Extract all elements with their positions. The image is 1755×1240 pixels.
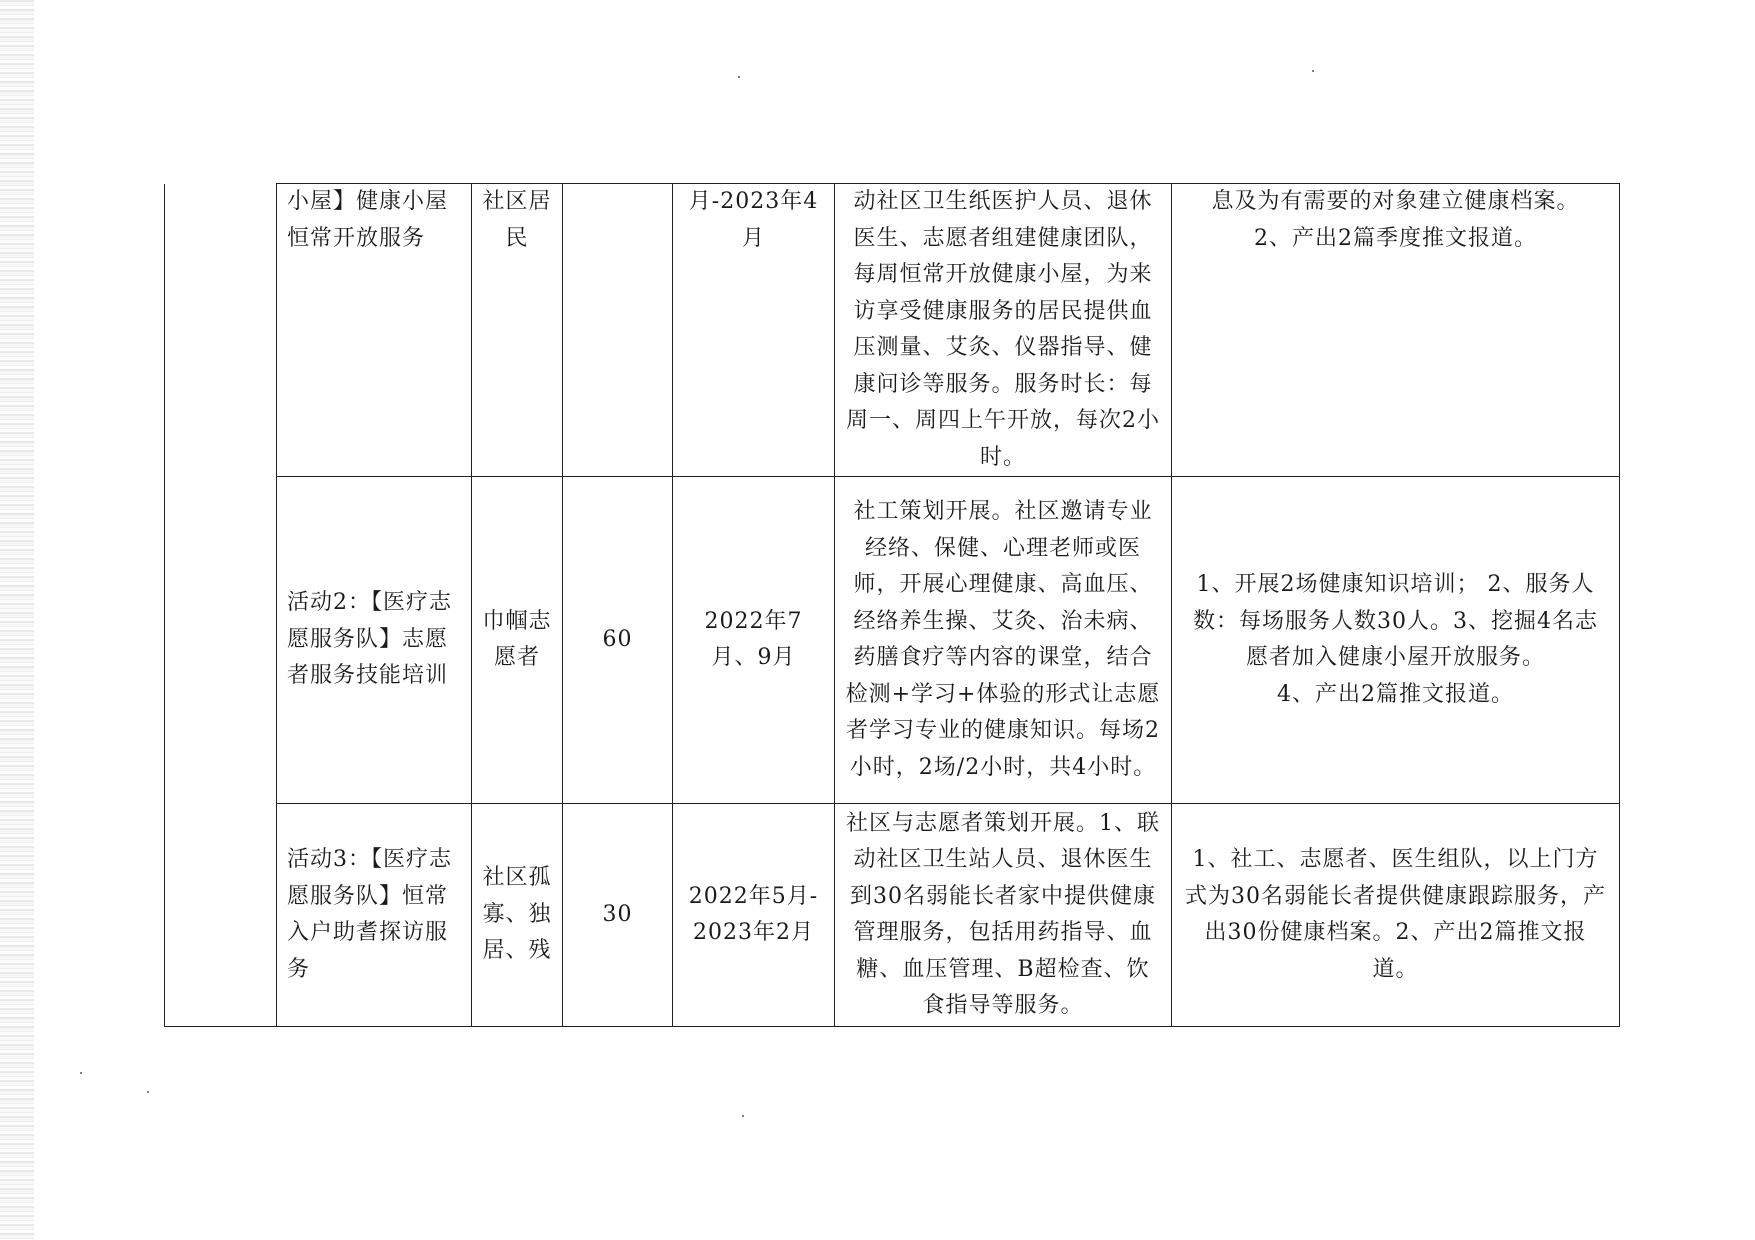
scan-speck [147, 1091, 149, 1093]
participant-count-cell: 30 [563, 804, 673, 1027]
blank-left-column [165, 184, 277, 1027]
content-cell: 社区与志愿者策划开展。1、联动社区卫生站人员、退休医生到30名弱能长者家中提供健康管理服务，包括用药指导、血糖、血压管理、B超检查、饮食指导等服务。 [835, 804, 1172, 1027]
scan-speck [738, 76, 740, 78]
target-group-cell: 社区孤寡、独居、残 [472, 804, 563, 1027]
table-row [165, 184, 1620, 477]
target-group-cell: 社区居民 [472, 184, 563, 477]
activity-name-cell: 活动3：【医疗志愿服务队】恒常入户助耆探访服务 [277, 804, 472, 1027]
participant-count-cell [563, 184, 673, 477]
outcome-cell: 1、社工、志愿者、医生组队，以上门方式为30名弱能长者提供健康跟踪服务，产出30份健康档案。2、产出2篇推文报道。 [1172, 804, 1620, 1027]
outcome-cell: 息及为有需要的对象建立健康档案。 2、产出2篇季度推文报道。 [1172, 184, 1620, 477]
content-cell: 动社区卫生纸医护人员、退休医生、志愿者组建健康团队，每周恒常开放健康小屋，为来访享受健康服务的居民提供血压测量、艾灸、仪器指导、健康问诊等服务。服务时长：每周一、周四上午开放，每次2小时。 [835, 184, 1172, 477]
content-cell: 社工策划开展。社区邀请专业经络、保健、心理老师或医师，开展心理健康、高血压、经络养生操、艾灸、治未病、药膳食疗等内容的课堂，结合检测+学习+体验的形式让志愿者学习专业的健康知识。每场2小时，2场/2小时，共4小时。 [835, 477, 1172, 804]
scan-speck [80, 1072, 82, 1074]
activity-name-cell: 小屋】健康小屋恒常开放服务 [277, 184, 472, 477]
time-cell: 2022年5月-2023年2月 [673, 804, 835, 1027]
time-cell: 月-2023年4月 [673, 184, 835, 477]
table-row [165, 477, 1620, 804]
table-row [165, 804, 1620, 1027]
scan-edge-noise [0, 0, 34, 1240]
activity-name-cell: 活动2：【医疗志愿服务队】志愿者服务技能培训 [277, 477, 472, 804]
scan-speck [742, 1115, 744, 1117]
participant-count-cell: 60 [563, 477, 673, 804]
activity-table [164, 183, 1620, 1027]
outcome-cell: 1、开展2场健康知识培训； 2、服务人数：每场服务人数30人。3、挖掘4名志愿者加入健康小屋开放服务。 4、产出2篇推文报道。 [1172, 477, 1620, 804]
target-group-cell: 巾帼志愿者 [472, 477, 563, 804]
scan-speck [1312, 70, 1314, 72]
time-cell: 2022年7月、9月 [673, 477, 835, 804]
